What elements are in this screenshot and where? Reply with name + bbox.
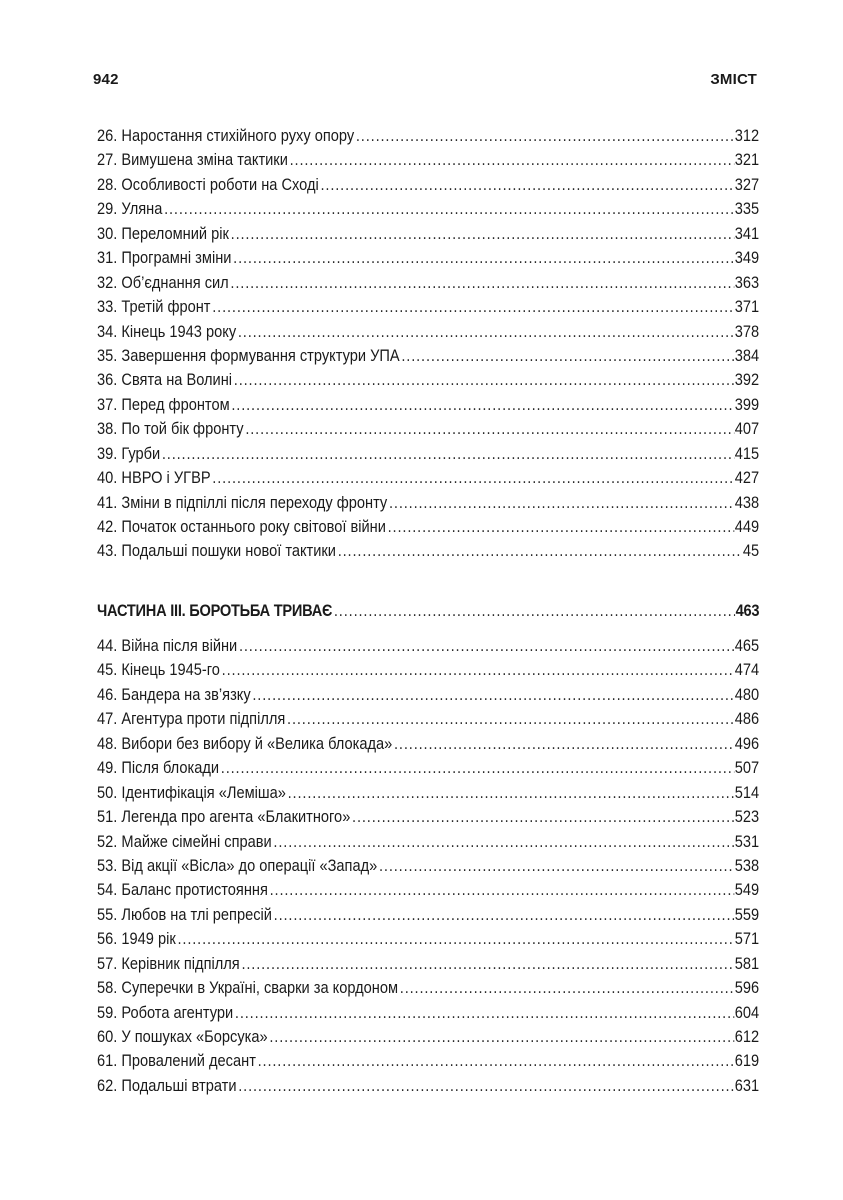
dot-leader bbox=[234, 368, 734, 392]
toc-entry-title: 35. Завершення формування структури УПА bbox=[97, 345, 400, 365]
toc-entry[interactable] bbox=[97, 976, 759, 1000]
toc-entry[interactable] bbox=[97, 830, 759, 854]
toc-entry[interactable] bbox=[97, 491, 759, 515]
toc-entry-page: 538 bbox=[734, 855, 760, 875]
dot-leader bbox=[379, 854, 734, 878]
dot-leader bbox=[231, 222, 734, 246]
toc-entry-page: 486 bbox=[734, 709, 760, 729]
dot-leader bbox=[162, 442, 734, 466]
dot-leader bbox=[269, 1025, 734, 1049]
toc-entry-title: 42. Початок останнього року світової війни bbox=[97, 517, 386, 536]
dot-leader bbox=[394, 732, 734, 756]
dot-leader bbox=[388, 515, 734, 539]
toc-entry[interactable] bbox=[97, 222, 759, 246]
toc-entry-page: 465 bbox=[734, 636, 760, 655]
toc-entry-page: 619 bbox=[734, 1051, 760, 1071]
dot-leader bbox=[288, 781, 734, 805]
toc-entry-title: 27. Вимушена зміна тактики bbox=[97, 150, 288, 170]
toc-list-part-3 bbox=[97, 598, 759, 1098]
toc-entry-title: 30. Переломний рік bbox=[97, 223, 229, 243]
toc-entry-title: 31. Програмні зміни bbox=[97, 248, 232, 268]
toc-entry[interactable] bbox=[97, 368, 759, 392]
dot-leader bbox=[352, 805, 734, 829]
toc-list-chapters-26-43 bbox=[97, 124, 759, 564]
dot-leader bbox=[274, 903, 734, 927]
toc-entry-page: 363 bbox=[734, 272, 760, 292]
toc-entry-page: 571 bbox=[734, 929, 760, 949]
dot-leader bbox=[258, 1049, 734, 1073]
dot-leader bbox=[212, 466, 734, 490]
toc-entry-title: 57. Керівник підпілля bbox=[97, 953, 240, 973]
toc-entry-page: 392 bbox=[734, 370, 760, 390]
dot-leader bbox=[252, 683, 734, 707]
toc-entry-title: 44. Війна після війни bbox=[97, 636, 238, 655]
toc-entry-title: 37. Перед фронтом bbox=[97, 394, 230, 414]
dot-leader bbox=[231, 393, 734, 417]
dot-leader bbox=[290, 148, 734, 172]
toc-entry-title: 26. Наростання стихійного руху опору bbox=[97, 126, 355, 145]
toc-entry-page: 631 bbox=[734, 1075, 760, 1095]
toc-entry-page: 349 bbox=[734, 248, 760, 268]
toc-entry-page: 407 bbox=[734, 419, 760, 439]
dot-leader bbox=[245, 417, 734, 441]
toc-entry-title: 40. НВРО і УГВР bbox=[97, 468, 211, 488]
toc-entry[interactable] bbox=[97, 781, 759, 805]
dot-leader bbox=[233, 246, 734, 270]
toc-entry[interactable] bbox=[97, 1049, 759, 1073]
dot-leader bbox=[177, 927, 733, 951]
toc-entry-title: 29. Уляна bbox=[97, 199, 163, 219]
toc-entry-title: 51. Легенда про агента «Блакитного» bbox=[97, 807, 351, 827]
dot-leader bbox=[164, 197, 734, 221]
toc-entry-page: 514 bbox=[734, 782, 760, 802]
toc-entry-title: 48. Вибори без вибору й «Велика блокада» bbox=[97, 733, 393, 753]
dot-leader bbox=[238, 1074, 734, 1098]
toc-entry-page: 321 bbox=[734, 150, 760, 170]
toc-entry-page: 474 bbox=[734, 660, 760, 680]
toc-entry-title: 50. Ідентифікація «Леміша» bbox=[97, 782, 286, 802]
toc-entry-page: 581 bbox=[734, 953, 760, 973]
toc-entry-page: 559 bbox=[734, 904, 760, 924]
toc-entry-page: 480 bbox=[734, 684, 760, 704]
toc-entry[interactable] bbox=[97, 393, 759, 417]
toc-entry-page: 427 bbox=[734, 468, 760, 488]
dot-leader bbox=[338, 539, 742, 563]
toc-entry[interactable] bbox=[97, 707, 759, 731]
toc-entry-page: 378 bbox=[734, 321, 760, 341]
toc-entry-page: 496 bbox=[734, 733, 760, 753]
toc-entry[interactable] bbox=[97, 515, 759, 539]
toc-entry-title: 53. Від акції «Вісла» до операції «Запад» bbox=[97, 855, 378, 875]
dot-leader bbox=[400, 976, 734, 1000]
dot-leader bbox=[334, 598, 735, 624]
toc-entry[interactable] bbox=[97, 1001, 759, 1025]
dot-leader bbox=[239, 634, 734, 658]
toc-entry-page: 604 bbox=[734, 1002, 760, 1022]
toc-entry-page: 531 bbox=[734, 831, 760, 851]
toc-entry-title: 39. Гурби bbox=[97, 443, 161, 463]
toc-entry[interactable] bbox=[97, 634, 759, 658]
toc-entry-page: 335 bbox=[734, 199, 760, 219]
toc-entry-title: 32. Об’єднання сил bbox=[97, 272, 229, 292]
dot-leader bbox=[212, 295, 734, 319]
dot-leader bbox=[273, 830, 734, 854]
toc-entry[interactable] bbox=[97, 417, 759, 441]
section-title: ЗМІСТ bbox=[710, 70, 757, 88]
toc-entry-page: 612 bbox=[734, 1027, 760, 1046]
toc-entry[interactable] bbox=[97, 1025, 759, 1049]
toc-part-heading[interactable] bbox=[97, 598, 759, 624]
toc-entry[interactable] bbox=[97, 539, 759, 563]
toc-entry-title: 45. Кінець 1945-го bbox=[97, 660, 220, 680]
toc-entry-title: 41. Зміни в підпіллі після переходу фронту bbox=[97, 492, 388, 512]
toc-entry-title: 62. Подальші втрати bbox=[97, 1075, 237, 1095]
toc-entry-page: 371 bbox=[734, 297, 760, 317]
toc-entry-title: 34. Кінець 1943 року bbox=[97, 321, 237, 341]
toc-entry[interactable] bbox=[97, 854, 759, 878]
toc-part-page: 463 bbox=[735, 601, 760, 620]
toc-entry-title: 55. Любов на тлі репресій bbox=[97, 904, 272, 924]
toc-entry[interactable] bbox=[97, 197, 759, 221]
dot-leader bbox=[235, 1001, 734, 1025]
toc-entry[interactable] bbox=[97, 1074, 759, 1098]
toc-entry-page: 523 bbox=[734, 807, 760, 827]
dot-leader bbox=[230, 271, 734, 295]
toc-entry-title: 46. Бандера на зв’язку bbox=[97, 684, 251, 704]
toc-entry-page: 341 bbox=[734, 223, 760, 243]
dot-leader bbox=[401, 344, 734, 368]
toc-entry[interactable] bbox=[97, 344, 759, 368]
toc-entry[interactable] bbox=[97, 732, 759, 756]
toc-entry-page: 312 bbox=[734, 126, 760, 145]
dot-leader bbox=[320, 173, 733, 197]
toc-entry-page: 507 bbox=[734, 758, 760, 778]
toc-entry-title: 60. У пошуках «Борсука» bbox=[97, 1027, 268, 1046]
toc-entry-title: 49. Після блокади bbox=[97, 758, 220, 778]
dot-leader bbox=[221, 756, 734, 780]
toc-entry-title: 47. Агентура проти підпілля bbox=[97, 709, 286, 729]
toc-entry-title: 38. По той бік фронту bbox=[97, 419, 244, 439]
toc-entry[interactable] bbox=[97, 878, 759, 902]
toc-entry[interactable] bbox=[97, 683, 759, 707]
toc-entry[interactable] bbox=[97, 246, 759, 270]
toc-entry-title: 61. Провалений десант bbox=[97, 1051, 256, 1071]
toc-entry[interactable] bbox=[97, 466, 759, 490]
toc-entry[interactable] bbox=[97, 756, 759, 780]
toc-entry-page: 384 bbox=[734, 345, 760, 365]
toc-part-title: ЧАСТИНА III. БОРОТЬБА ТРИВАЄ bbox=[97, 601, 333, 620]
toc-entry-page: 327 bbox=[734, 174, 760, 194]
toc-entry[interactable] bbox=[97, 805, 759, 829]
toc-entry-title: 52. Майже сімейні справи bbox=[97, 831, 272, 851]
toc-entry[interactable] bbox=[97, 271, 759, 295]
toc-entry-title: 28. Особливості роботи на Сході bbox=[97, 174, 319, 194]
page-number: 942 bbox=[93, 70, 119, 88]
toc-entry[interactable] bbox=[97, 903, 759, 927]
dot-leader bbox=[238, 320, 734, 344]
toc-entry-page: 45 bbox=[742, 541, 760, 561]
toc-entry[interactable] bbox=[97, 173, 759, 197]
dot-leader bbox=[222, 658, 734, 682]
toc-entry[interactable] bbox=[97, 148, 759, 172]
dot-leader bbox=[270, 878, 734, 902]
toc-entry-page: 399 bbox=[734, 394, 760, 414]
dot-leader bbox=[241, 952, 733, 976]
toc-entry-title: 43. Подальші пошуки нової тактики bbox=[97, 541, 336, 561]
toc-entry-title: 56. 1949 рік bbox=[97, 929, 176, 949]
toc-entry-title: 33. Третій фронт bbox=[97, 297, 211, 317]
toc-entry-title: 54. Баланс протистояння bbox=[97, 880, 268, 900]
dot-leader bbox=[287, 707, 734, 731]
toc-entry-page: 549 bbox=[734, 880, 760, 900]
toc-entry[interactable] bbox=[97, 952, 759, 976]
toc-entry[interactable] bbox=[97, 295, 759, 319]
toc-entry-title: 58. Суперечки в Україні, сварки за кордоном bbox=[97, 978, 399, 998]
toc-entry-page: 449 bbox=[734, 517, 760, 536]
page-header bbox=[93, 68, 757, 90]
dot-leader bbox=[356, 124, 734, 148]
toc-entry[interactable] bbox=[97, 124, 759, 148]
toc-entry-page: 596 bbox=[734, 978, 760, 998]
toc-entry-page: 438 bbox=[734, 492, 760, 512]
dot-leader bbox=[389, 491, 734, 515]
toc-entry-title: 59. Робота агентури bbox=[97, 1002, 234, 1022]
toc-entry-page: 415 bbox=[734, 443, 760, 463]
toc-entry[interactable] bbox=[97, 442, 759, 466]
toc-entry[interactable] bbox=[97, 658, 759, 682]
toc-entry[interactable] bbox=[97, 927, 759, 951]
toc-entry-title: 36. Свята на Волині bbox=[97, 370, 233, 390]
toc-entry[interactable] bbox=[97, 320, 759, 344]
